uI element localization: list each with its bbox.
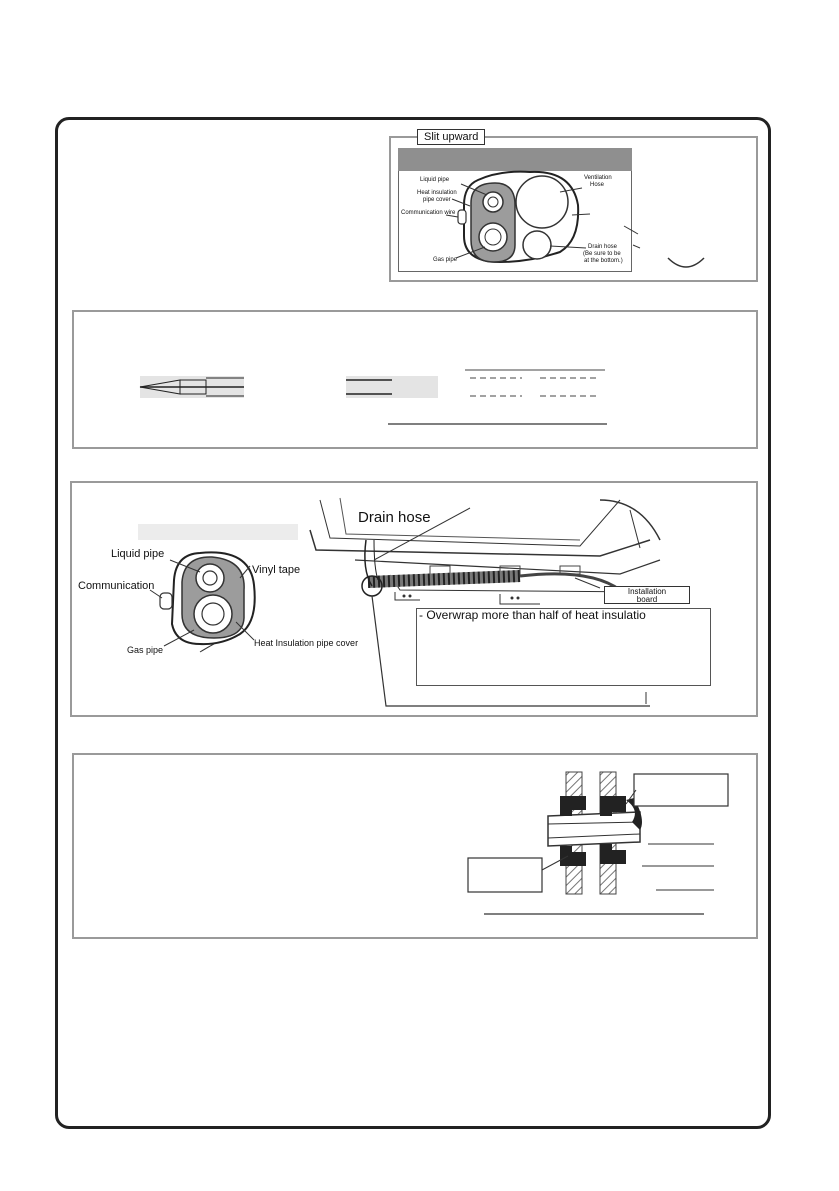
gas-pipe-label: Gas pipe: [433, 257, 458, 263]
vinyl-tape-label: Vinyl tape: [252, 564, 301, 576]
communication-label: Communication: [78, 580, 155, 592]
gas-pipe-label-3: Gas pipe: [127, 645, 164, 655]
drain-hose-label: Drain hose: [358, 509, 431, 526]
installation-board-label-2: board: [636, 595, 658, 604]
heat-insulation-label-2: pipe cover: [423, 197, 451, 203]
ventilation-hose-label-1: Ventilation: [584, 175, 612, 181]
ventilation-hose-label-2: Hose: [590, 182, 605, 188]
installation-board-label-1: Installation: [627, 587, 667, 596]
overwrap-note-text: - Overwrap more than half of heat insulatio: [419, 608, 646, 622]
drain-hose-label-1: Drain hose: [588, 244, 618, 250]
heat-insulation-label-1: Heat insulation: [417, 190, 457, 196]
slit-upward-label: Slit upward: [417, 129, 485, 145]
drain-hose-label-3: at the bottom.): [584, 258, 623, 264]
communication-wire-label: Communication wire: [401, 210, 456, 216]
heat-insulation-cover-label: Heat Insulation pipe cover: [254, 638, 359, 648]
drain-hose-label-2: (Be sure to be: [583, 251, 621, 257]
liquid-pipe-label-3: Liquid pipe: [111, 548, 165, 560]
liquid-pipe-label: Liquid pipe: [420, 177, 450, 183]
